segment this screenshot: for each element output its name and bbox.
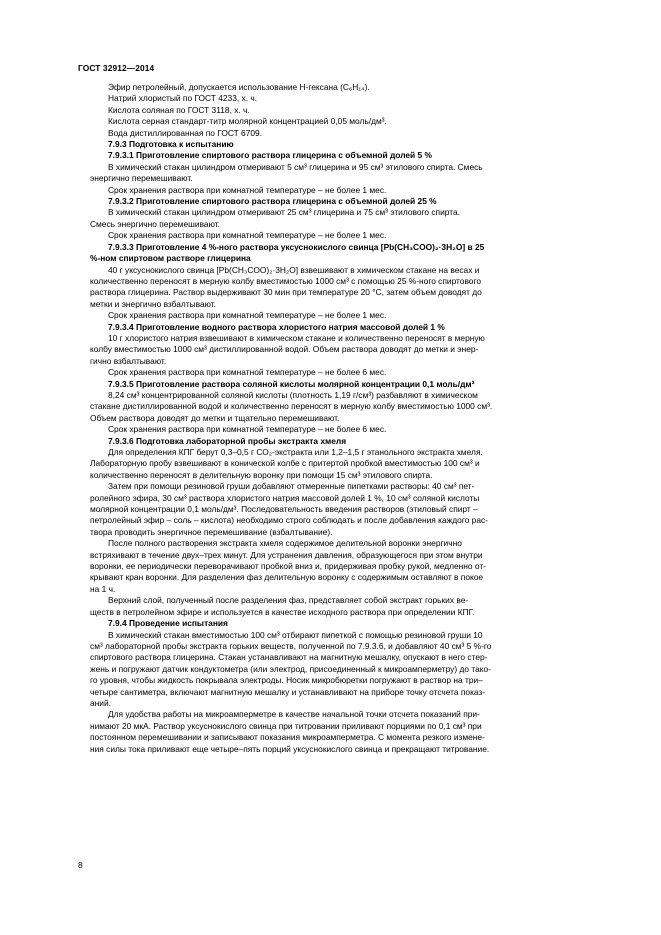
text-line: постоянном перемешивании и записывают показания микроамперметра. С момента резкого измене-: [90, 732, 485, 743]
text-line: ролейного эфира, 30 см³ раствора хлористого натрия массовой долей 1 %, 10 см³ соляной кислоты: [90, 492, 480, 503]
document-header: ГОСТ 32912—2014: [78, 63, 155, 73]
text-line: Срок хранения раствора при комнатной температуре – не более 6 мес.: [108, 424, 387, 435]
section-heading-line: 7.9.4 Проведение испытания: [108, 618, 228, 629]
text-line: стакане дистиллированной водой и количественно переносят в мерную колбу вместимостью 1000 см³.: [90, 401, 493, 412]
text-line: энергично перемешивают.: [90, 173, 193, 184]
text-line: нимают 20 мкА. Раствор уксуснокислого свинца при титровании приливают порциями по 0,1 см³ при: [90, 720, 482, 731]
text-line: го уровня, чтобы жидкость покрывала электроды. Носик микробюретки погружают в раствор на три–: [90, 675, 483, 686]
section-heading-line: 7.9.3.1 Приготовление спиртового раствора глицерина с объемной долей 5 %: [108, 150, 432, 161]
text-line: колбу вместимостью 1000 см³ дистиллированной водой. Объем раствора доводят до метки и энер-: [90, 344, 479, 355]
text-line: гично взбалтывают.: [90, 355, 167, 366]
section-heading-line: %-ном спиртовом растворе глицерина: [90, 253, 251, 264]
text-line: ществ в петролейном эфире и используется в качестве исходного раствора при определении КПГ.: [90, 606, 475, 617]
text-line: воронки, ее периодически переворачивают пробкой вниз и, придерживая пробку рукой, медленно от-: [90, 561, 486, 572]
text-line: количественно переносят в мерную колбу вместимостью 1000 см³ с помощью 25 %-ного спиртового: [90, 275, 481, 286]
text-line: крывают кран воронки. Для разделения фаз делительную воронку с содержимым оставляют в покое: [90, 572, 484, 583]
text-line: Срок хранения раствора при комнатной температуре – не более 1 мес.: [108, 184, 387, 195]
text-line: Объем раствора доводят до метки и тщательно перемешивают.: [90, 412, 340, 423]
text-line: спиртового раствора глицерина. Стакан устанавливают на магнитную мешалку, опускают в него стер-: [90, 652, 488, 663]
text-line: Вода дистиллированная по ГОСТ 6709.: [108, 127, 263, 138]
section-heading-line: 7.9.3.2 Приготовление спиртового раствора глицерина с объемной долей 25 %: [108, 196, 437, 207]
text-line: В химический стакан цилиндром отмеривают 25 см³ глицерина и 75 см³ этилового спирта.: [108, 207, 460, 218]
text-line: раствора глицерина. Раствор выдерживают 30 мин при температуре 20 °С, затем объем доводят до: [90, 287, 482, 298]
document-body: [90, 82, 618, 755]
text-line: аний.: [90, 697, 111, 708]
text-line: четыре сантиметра, включают магнитную мешалку и устанавливают на приборе точку отсчета показ-: [90, 686, 486, 697]
text-line: Затем при помощи резиновой груши добавляют отмеренные пипетками растворы: 40 см³ пет-: [108, 481, 475, 492]
text-line: Для определения КПГ берут 0,3–0,5 г СО₂-экстракта или 1,2–1,5 г этанольного экстракта хмеля.: [108, 447, 483, 457]
text-line: В химический стакан вместимостью 100 см³ отбирают пипеткой с помощью резиновой груши 10: [108, 629, 483, 640]
text-line: петролейный эфир – соль – кислота) необходимо строго соблюдать и после добавления каждого рас-: [90, 515, 488, 526]
text-line: молярной концентрации 0,1 моль/дм³. Последовательность введения растворов (этиловый спирт –: [90, 504, 478, 515]
text-line: встряхивают в течение двух–трех минут. Для устранения давления, образующегося при этом внутри: [90, 549, 483, 560]
section-heading-line: 7.9.3.6 Подготовка лабораторной пробы экстракта хмеля: [108, 435, 347, 446]
text-line: жень и погружают датчик кондуктометра (или электрод, присоединенный к микроамперметру) до тако-: [90, 663, 491, 674]
text-line: ния силы тока приливают еще четыре–пять порций уксуснокислого свинца и прекращают титрование.: [90, 743, 490, 754]
section-heading-line: 7.9.3.4 Приготовление водного раствора хлористого натрия массовой долей 1 %: [108, 321, 445, 332]
section-heading-line: 7.9.3.3 Приготовление 4 %-ного раствора уксуснокислого свинца [Pb(CH₃COO)₂·3H₂O] в 25: [108, 241, 485, 252]
text-line: см³ лабораторной пробы экстракта горьких веществ, полученной по 7.9.3.6, и добавляют 40 см³ 5 %-го: [90, 640, 492, 651]
text-line: Верхний слой, полученный после разделения фаз, представляет собой экстракт горьких ве-: [108, 595, 469, 606]
text-line: твора проводить энергичное перемешивание (взбалтывание).: [90, 526, 333, 537]
text-line: Лабораторную пробу взвешивают в конической колбе с притертой пробкой вместимостью 100 см³ и: [90, 458, 480, 469]
text-line: количественно переносят в делительную воронку при помощи 15 см³ этилового спирта.: [90, 469, 433, 480]
section-heading-line: 7.9.3.5 Приготовление раствора соляной кислоты молярной концентрации 0,1 моль/дм³: [108, 378, 475, 389]
page-number: 8: [78, 860, 83, 870]
text-line: Смесь энергично перемешивают.: [90, 218, 220, 229]
text-line: 40 г уксуснокислого свинца [Pb(CH₃COO)₂·3H₂O] взвешивают в химическом стакане на весах и: [108, 264, 480, 275]
text-line: 8,24 см³ концентрированной соляной кислоты (плотность 1,19 г/см³) разбавляют в химическом: [108, 389, 478, 400]
text-line: Для удобства работы на микроамперметре в качестве начальной точки отсчета показаний при-: [108, 709, 480, 720]
section-heading-line: 7.9.3 Подготовка к испытанию: [108, 139, 234, 150]
text-line: метки и энергично взбалтывают.: [90, 298, 217, 309]
text-line: Натрий хлористый по ГОСТ 4233, х. ч.: [108, 93, 258, 104]
text-line: Кислота серная стандарт-титр молярной концентрацией 0,05 моль/дм³.: [108, 116, 387, 127]
text-line: Эфир петролейный, допускается использование Н-гексана (С₆Н₁₄).: [108, 82, 370, 92]
text-line: В химический стакан цилиндром отмеривают 5 см³ глицерина и 95 см³ этилового спирта. Смесь: [108, 161, 483, 172]
text-line: на 1 ч.: [90, 583, 116, 594]
text-line: Срок хранения раствора при комнатной температуре – не более 1 мес.: [108, 230, 387, 241]
text-line: Срок хранения раствора при комнатной температуре – не более 1 мес.: [108, 310, 387, 321]
text-line: 10 г хлористого натрия взвешивают в химическом стакане и количественно переносят в мерную: [108, 332, 485, 343]
text-line: Кислота соляная по ГОСТ 3118, х. ч.: [108, 104, 250, 115]
text-line: Срок хранения раствора при комнатной температуре – не более 6 мес.: [108, 367, 387, 378]
text-line: После полного растворения экстракта хмеля содержимое делительной воронки энергично: [108, 538, 462, 549]
